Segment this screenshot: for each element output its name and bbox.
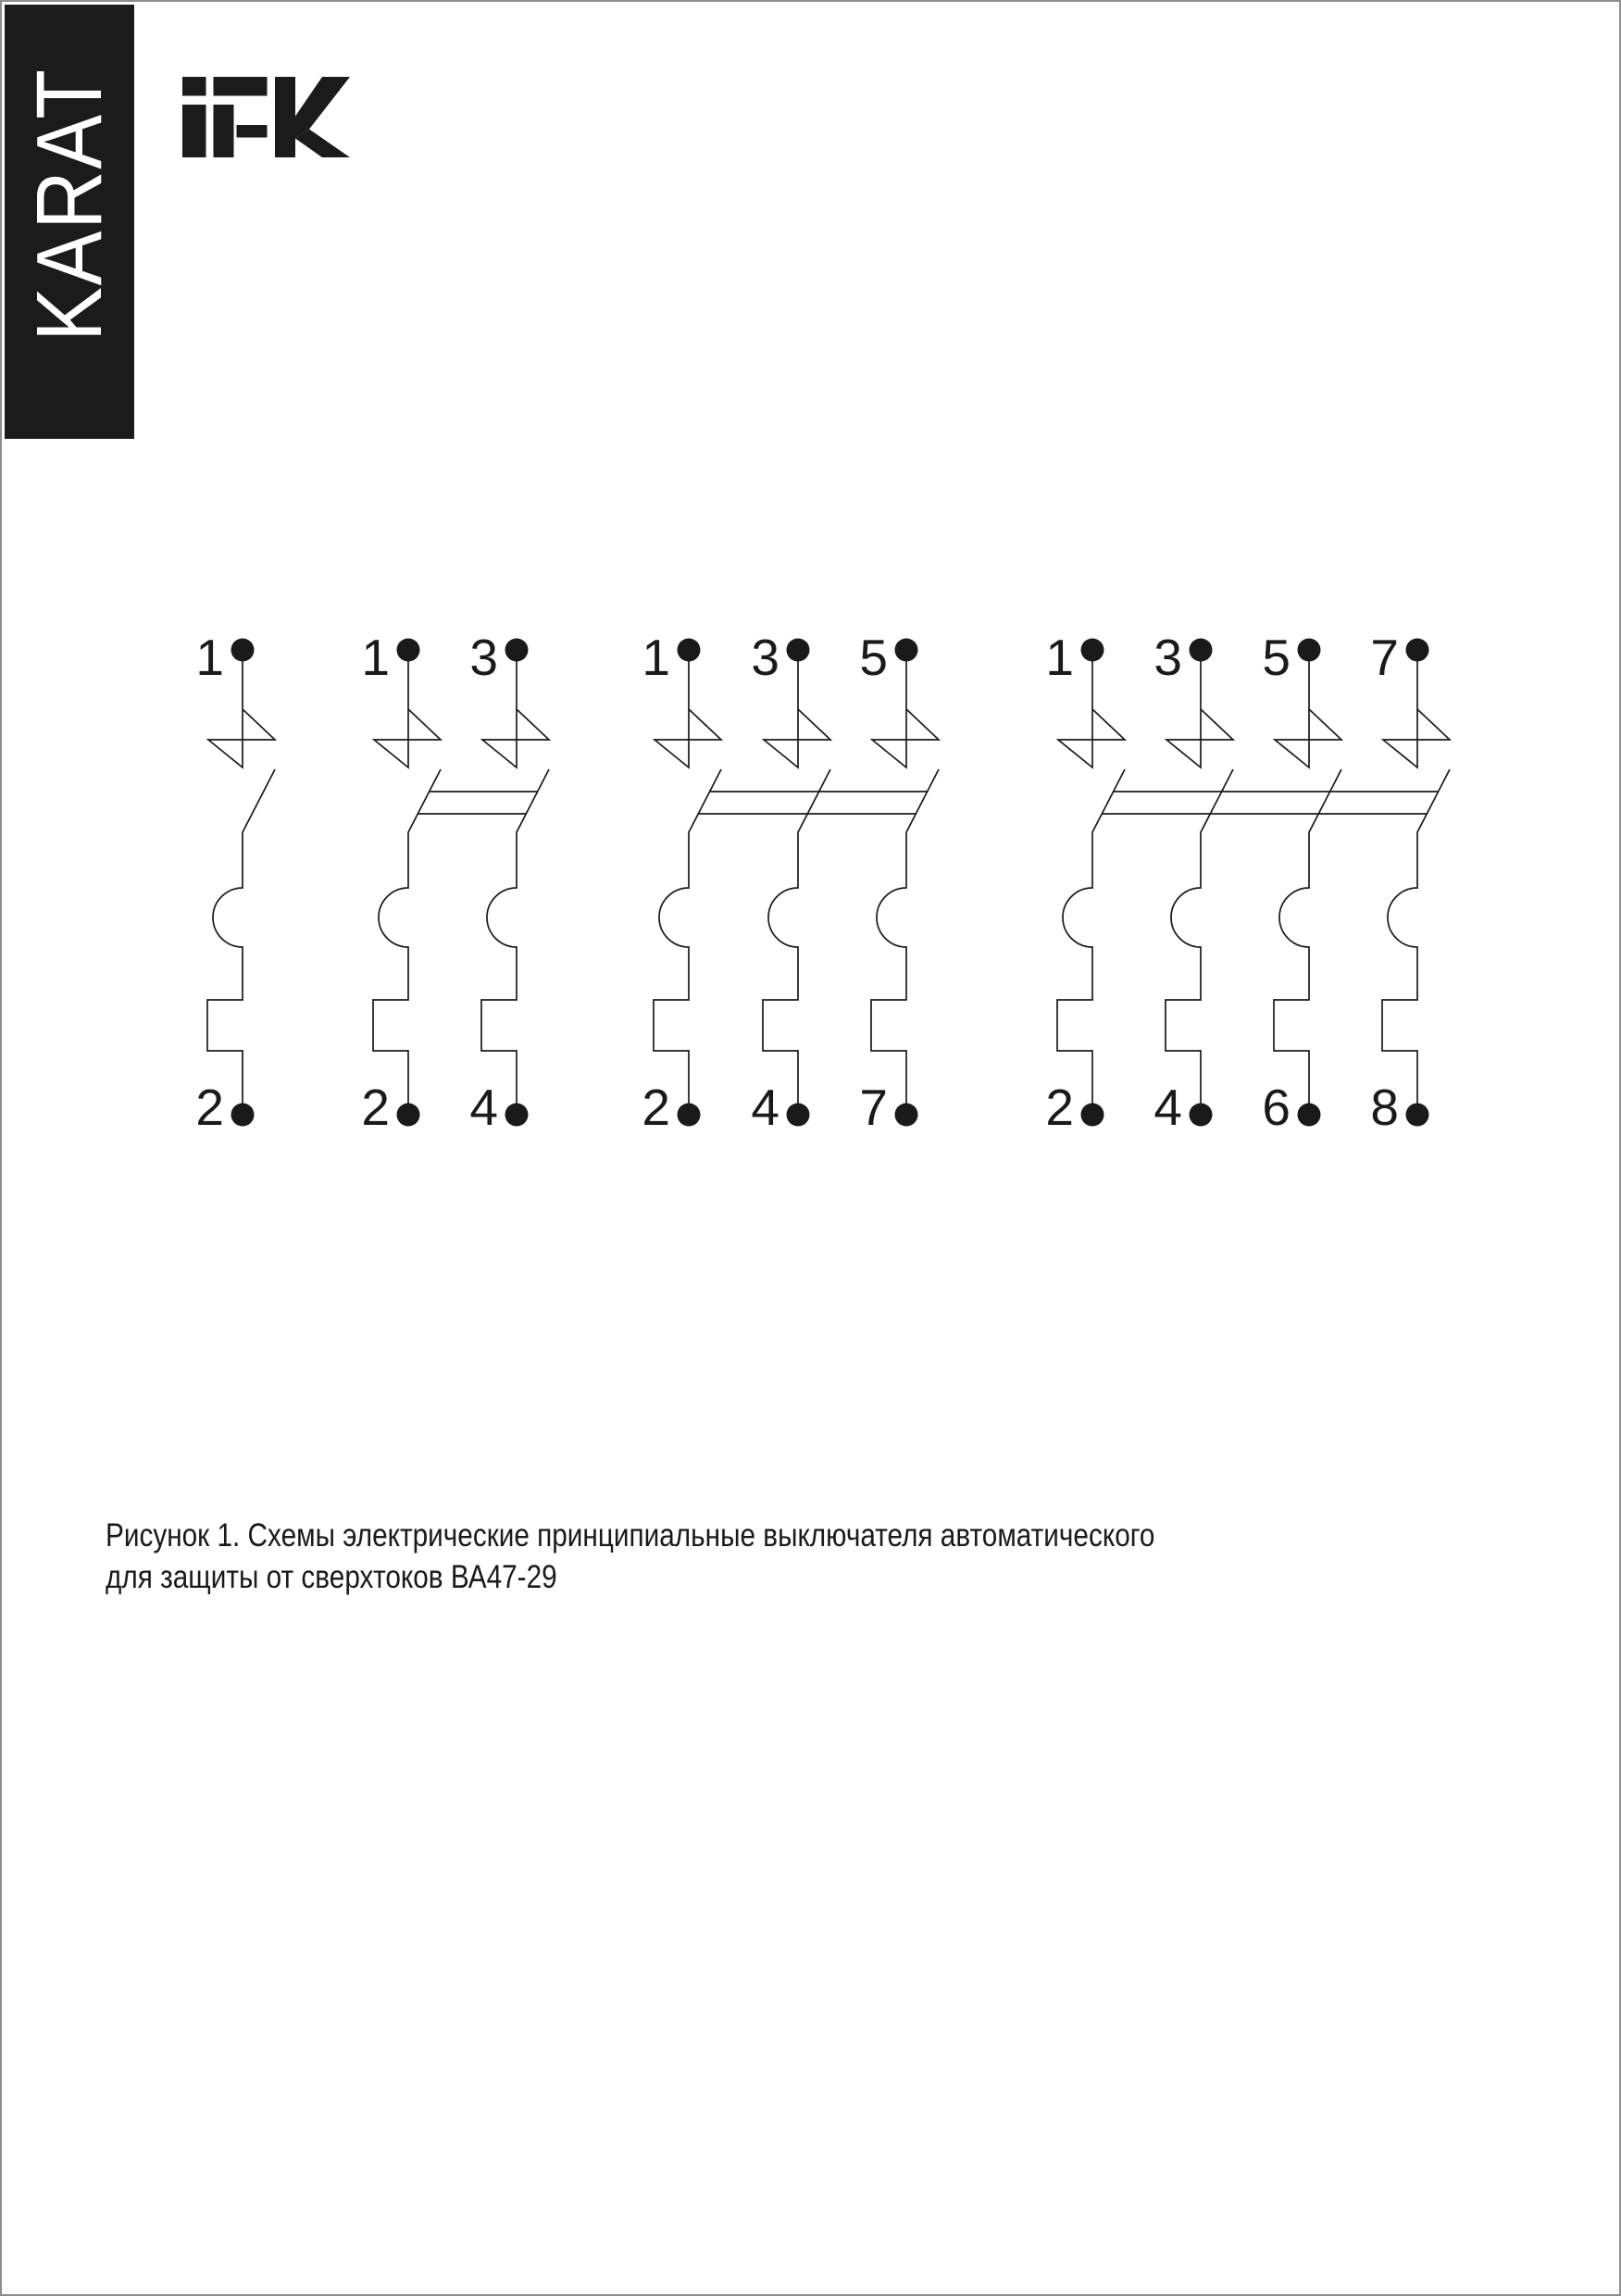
circuit-diagrams [2, 2, 1621, 2296]
terminal-dot-bottom [1190, 1104, 1213, 1127]
terminal-dot-bottom [678, 1104, 701, 1127]
terminal-dot-top [1081, 639, 1104, 662]
terminal-dot-top [397, 639, 420, 662]
terminal-label-bottom: 4 [751, 1079, 779, 1136]
terminal-label-bottom: 4 [1153, 1079, 1182, 1136]
terminal-label-bottom: 7 [859, 1079, 888, 1136]
terminal-dot-top [678, 639, 701, 662]
caption-line-1: Рисунок 1. Схемы электрические принципиальные выключателя автоматического [106, 1517, 1155, 1554]
breaker-diagram-4pole [1045, 629, 1450, 1136]
terminal-dot-bottom [397, 1104, 420, 1127]
linkage-line [1103, 792, 1438, 814]
pole-symbol [1274, 661, 1341, 1104]
pole-symbol [481, 661, 549, 1104]
terminal-dot-bottom [895, 1104, 918, 1127]
pole-symbol [373, 661, 441, 1104]
terminal-label-top: 1 [1045, 629, 1074, 686]
terminal-dot-top [1298, 639, 1321, 662]
terminal-label-bottom: 6 [1262, 1079, 1291, 1136]
terminal-label-top: 1 [195, 629, 224, 686]
terminal-label-bottom: 8 [1370, 1079, 1399, 1136]
terminal-label-bottom: 2 [195, 1079, 224, 1136]
terminal-dot-bottom [505, 1104, 529, 1127]
terminal-dot-bottom [1081, 1104, 1104, 1127]
breaker-diagram-1pole [195, 629, 275, 1136]
terminal-dot-top [1190, 639, 1213, 662]
terminal-dot-bottom [1298, 1104, 1321, 1127]
terminal-dot-top [895, 639, 918, 662]
pole-symbol [654, 661, 721, 1104]
pole-symbol [1057, 661, 1125, 1104]
pole-symbol [871, 661, 939, 1104]
terminal-label-top: 7 [1370, 629, 1399, 686]
breaker-diagram-2pole [361, 629, 549, 1136]
caption-line-2: для защиты от сверхтоков ВА47-29 [106, 1559, 557, 1595]
terminal-label-bottom: 4 [469, 1079, 498, 1136]
breaker-diagram-3pole [642, 629, 939, 1136]
karat-vertical-text: KARAT [18, 67, 121, 342]
pole-symbol [763, 661, 830, 1104]
terminal-dot-top [505, 639, 529, 662]
terminal-dot-bottom [787, 1104, 810, 1127]
linkage-line [418, 792, 537, 814]
terminal-label-top: 1 [642, 629, 670, 686]
terminal-dot-top [231, 639, 255, 662]
pole-symbol [207, 661, 275, 1104]
terminal-dot-top [787, 639, 810, 662]
terminal-label-bottom: 2 [642, 1079, 670, 1136]
terminal-label-top: 5 [859, 629, 888, 686]
terminal-dot-bottom [1406, 1104, 1429, 1127]
terminal-label-bottom: 2 [1045, 1079, 1074, 1136]
terminal-dot-bottom [231, 1104, 255, 1127]
pole-symbol [1166, 661, 1233, 1104]
terminal-label-top: 3 [1153, 629, 1182, 686]
terminal-label-bottom: 2 [361, 1079, 390, 1136]
terminal-label-top: 5 [1262, 629, 1291, 686]
terminal-label-top: 1 [361, 629, 390, 686]
figure-caption [106, 1515, 1340, 1598]
terminal-dot-top [1406, 639, 1429, 662]
terminal-label-top: 3 [751, 629, 779, 686]
pole-symbol [1382, 661, 1450, 1104]
terminal-label-top: 3 [469, 629, 498, 686]
